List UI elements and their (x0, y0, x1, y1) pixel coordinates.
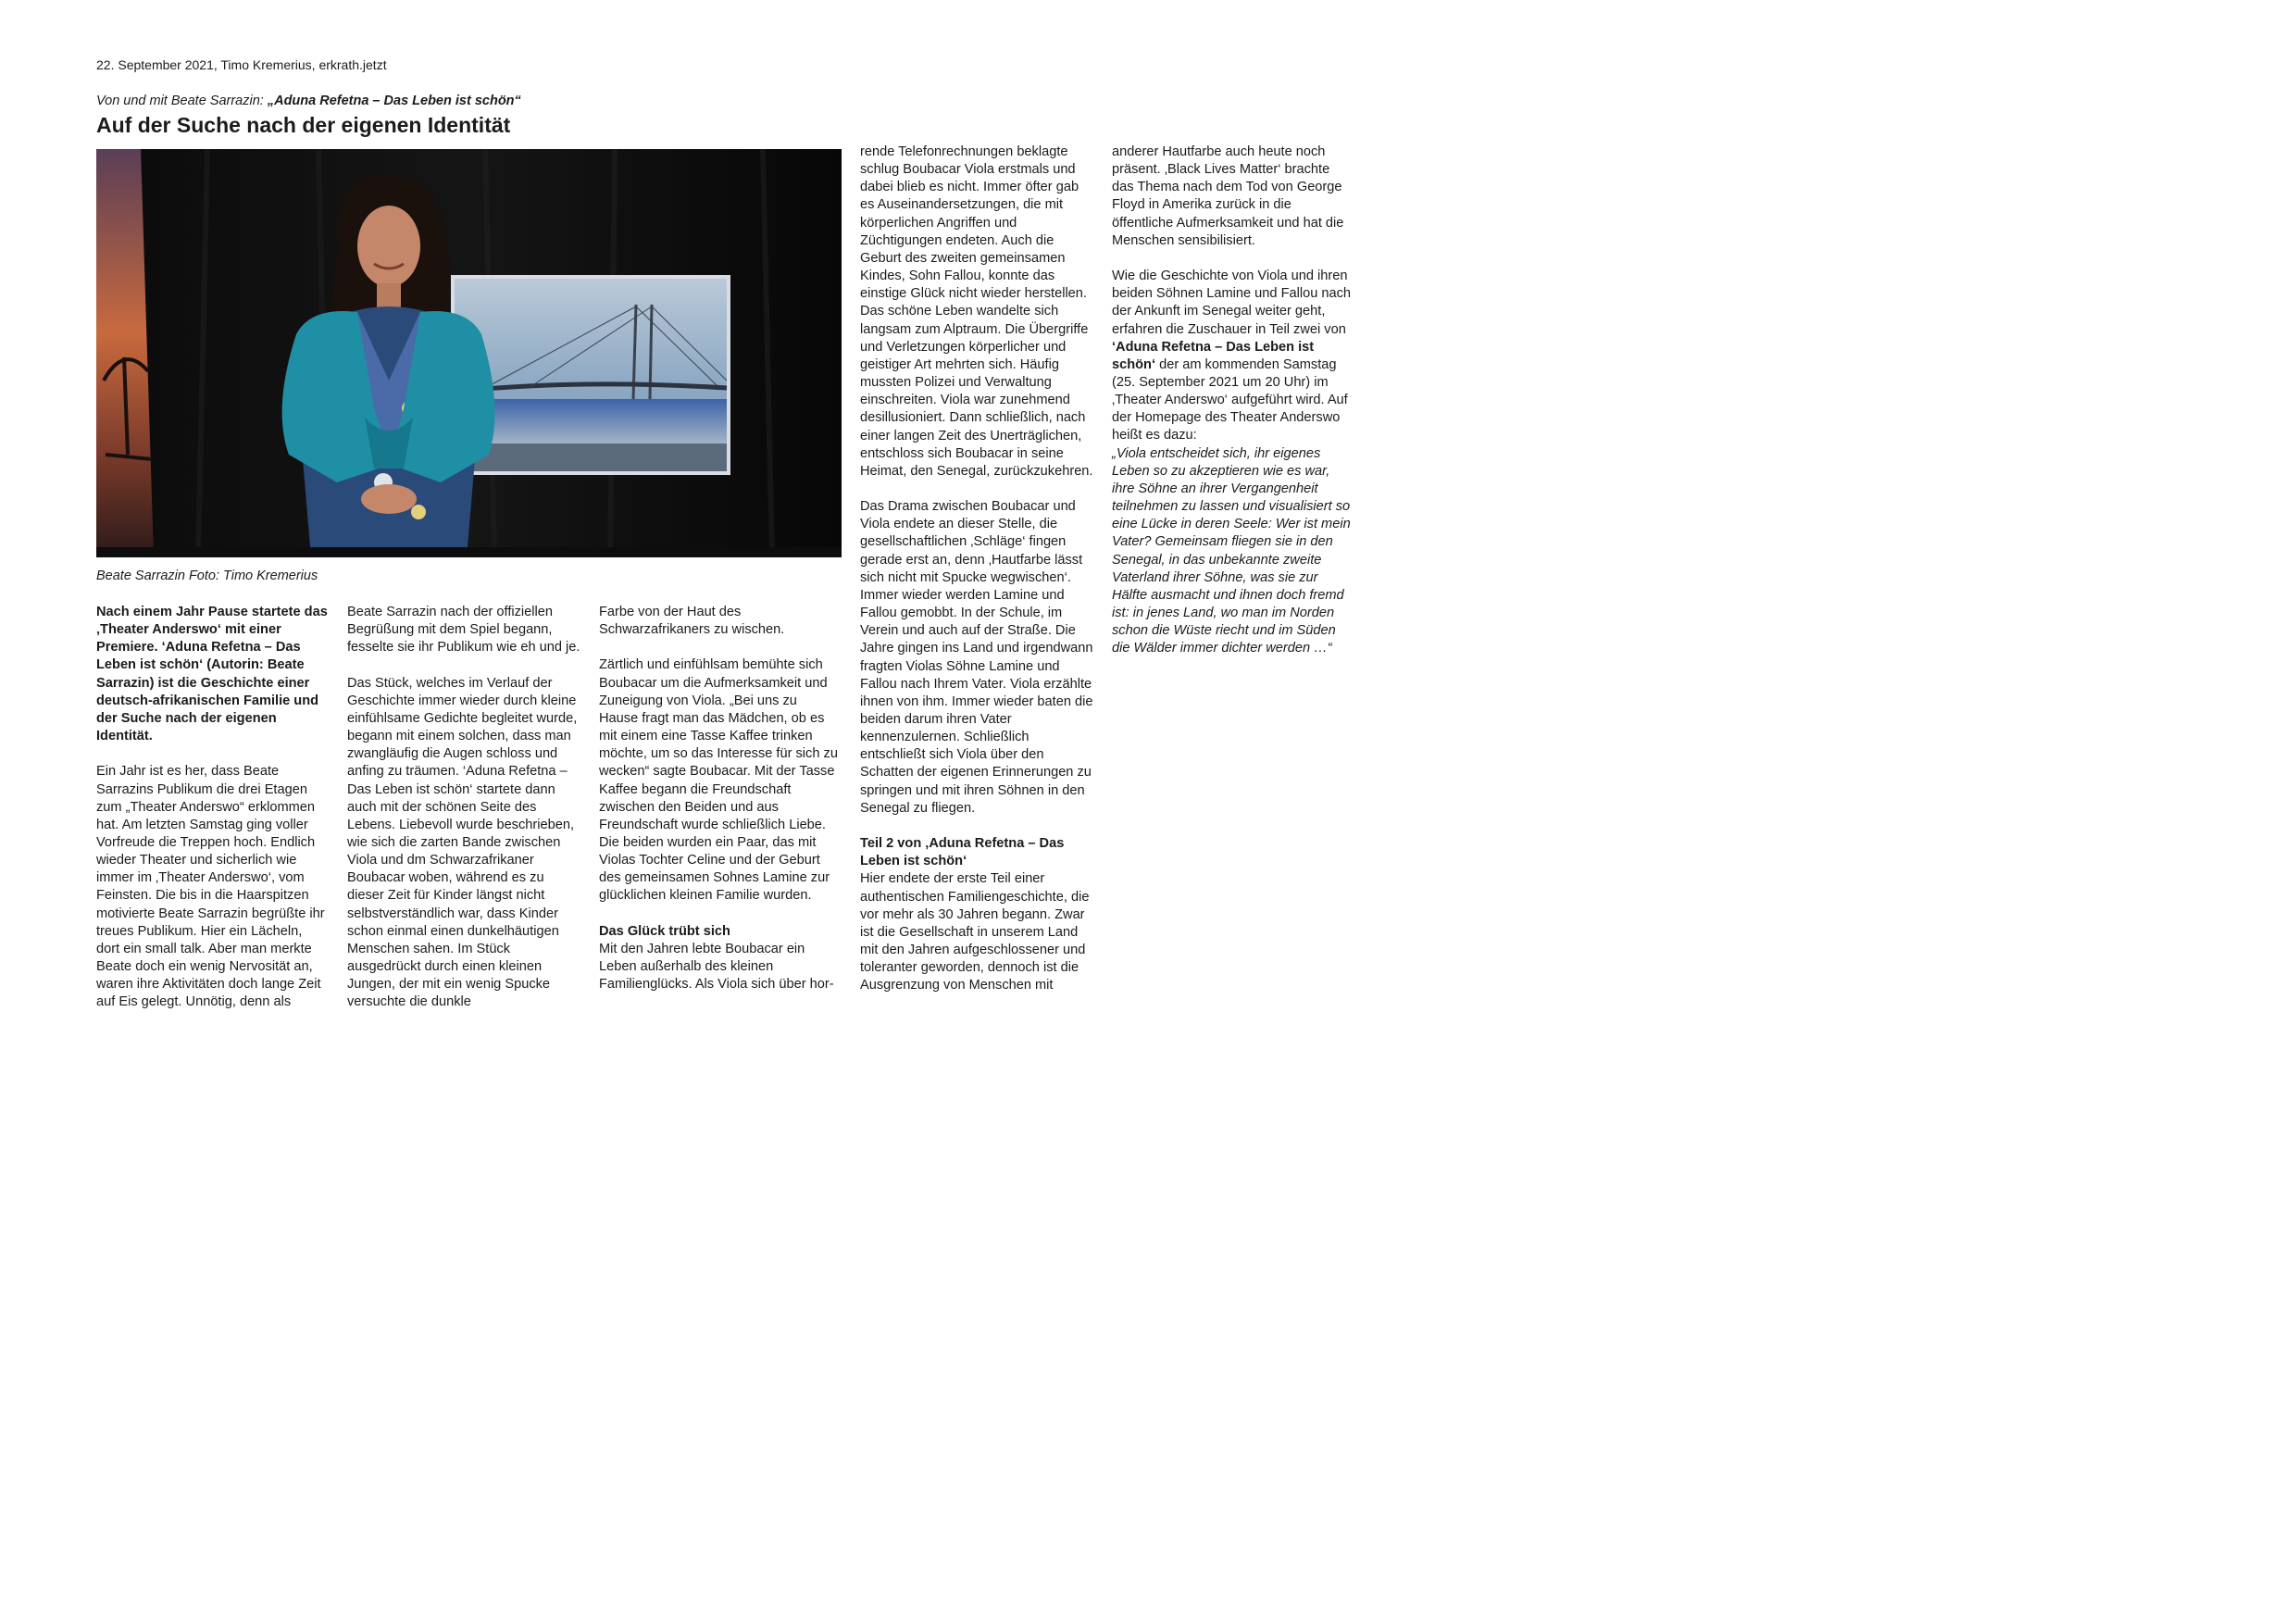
stage-floor (96, 547, 842, 557)
subheading: Das Glück trübt sich (599, 923, 730, 939)
photo-illustration (96, 149, 842, 557)
dateline: 22. September 2021, Timo Kremerius, erkrath.jetzt (96, 57, 387, 72)
body-paragraph: Das Drama zwischen Boubacar und Viola endete an dieser Stelle, die gesellschaftlichen ‚Schläge‘ fingen gerade erst an, denn ‚Hautfarbe lässt sich nicht mit Spucke wegwischen‘. Immer wieder werden Lamine und Fallou gemobbt. In der Schule, im Verein und auch auf der Straße. Die Jahre gingen ins Land und irgendwann fragten Violas Söhne Lamine und Fallou nach Ihrem Vater. Viola erzählte ihnen von ihm. Immer wieder baten die beiden darum ihren Vater kennenzulernen. Schließlich entschließt sich Viola über den Schatten der eigenen Erinnerungen zu springen und mit ihren Söhnen in den Senegal zu fliegen. (860, 499, 1093, 816)
article-photo (96, 149, 842, 557)
body-paragraph (1112, 268, 1353, 445)
kicker-lead: Von und mit Beate Sarrazin: (96, 94, 268, 108)
paragraph-spacer (860, 481, 1096, 498)
headline: Auf der Suche nach der eigenen Identität (96, 113, 511, 137)
paragraph-spacer (96, 745, 328, 763)
homepage-quote: „Viola entscheidet sich, ihr eigenes Leben so zu akzeptieren wie es war, ihre Söhne an ihrer Vergangenheit teilnehmen zu lassen und visualisiert so eine Lücke in deren Seele: Wer ist mein Vater? Gemeinsam fliegen sie in den Senegal, in das unbekannte zweite Vaterland ihrer Söhne, was sie zur Hälfte ausmacht und ihnen doch fremd ist: in jenes Land, wo man im Norden schon die Wüste riecht und im Süden die Wälder immer dichter werden …“ (1112, 445, 1351, 656)
body-paragraph: Das Stück, welches im Verlauf der Geschichte immer wieder durch kleine einfühlsame Gedichte begleitet wurde, begann mit einem solchen, dass man zwangläufig die Augen schloss und anfing zu träumen. ‘Aduna Refetna – Das Leben ist schön‘ startete dann auch mit der schönen Seite des Lebens. Liebevoll wurde beschrieben, wie sich die zarten Bande zwischen Viola und dm Schwarzafrikaner Boubacar woben, während es zu dieser Zeit für Kinder längst nicht selbstverständlich war, dass Kinder schon einmal einen dunkelhäutigen Menschen sahen. Im Stück ausgedrückt durch einen kleinen Jungen, der mit ein wenig Spucke versuchte die dunkle (347, 675, 578, 1010)
article-column-3 (599, 604, 840, 993)
body-paragraph: Farbe von der Haut des Schwarzafrikaners zu wischen. (599, 605, 785, 638)
body-paragraph: Hier endete der erste Teil einer authentischen Familiengeschichte, die vor mehr als 30 Jahren begann. Zwar ist die Gesellschaft in unserem Land mit den Jahren aufgeschlossener und toleranter geworden, dennoch ist die Ausgrenzung von Menschen mit (860, 871, 1090, 993)
kicker-title: „Aduna Refetna – Das Leben ist schön“ (267, 94, 521, 108)
body-paragraph: Zärtlich und einfühlsam bemühte sich Boubacar um die Aufmerksamkeit und Zuneigung von Viola. „Bei uns zu Hause fragt man das Mädchen, ob es mit einem eine Tasse Kaffee trinken möchte, um so das Interesse für sich zu wecken“ sagte Boubacar. Mit der Tasse Kaffee begann die Freundschaft zwischen den Beiden und aus Freundschaft wurde schließlich Liebe. Die beiden wurden ein Paar, das mit Violas Tochter Celine und der Geburt des gemeinsamen Sohnes Lamine zur glücklichen kleinen Familie wurden. (599, 657, 838, 904)
article-column-5 (1112, 144, 1353, 658)
body-paragraph: Beate Sarrazin nach der offiziellen Begrüßung mit dem Spiel begann, fesselte sie ihr Publikum wie eh und je. (347, 605, 580, 656)
bridge-painting (451, 275, 730, 475)
body-paragraph: anderer Hautfarbe auch heute noch präsent. ‚Black Lives Matter‘ brachte das Thema nach dem Tod von George Floyd in Amerika zurück in die öffentliche Aufmerksamkeit und hat die Menschen sensibilisiert. (1112, 144, 1344, 248)
body-paragraph: rende Telefonrechnungen beklagte schlug Boubacar Viola erstmals und dabei blieb es nicht. Immer öfter gab es Auseinandersetzungen, die mit körperlichen Angriffen und Züchtigungen endeten. Auch die Geburt des zweiten gemeinsamen Kindes, Sohn Fallou, konnte das einstige Glück nicht wieder herstellen. Das schöne Leben wandelte sich langsam zum Alptraum. Die Übergriffe und Verletzungen körperlicher und geistiger Art mehrten sich. Häufig mussten Polizei und Verwaltung einschreiten. Viola war zunehmend desillusioniert. Dann schließlich, nach einer langen Zeit des Unerträglichen, entschloss sich Boubacar in seine Heimat, den Senegal, zurückzukehren. (860, 144, 1093, 479)
body-text: Wie die Geschichte von Viola und ihren beiden Söhnen Lamine und Fallou nach der Ankunft im Senegal weiter geht, erfahren die Zuschauer in Teil zwei von (1112, 269, 1352, 337)
lead-paragraph: Nach einem Jahr Pause startete das ‚Theater Anderswo‘ mit einer Premiere. ‘Aduna Refetna – Das Leben ist schön‘ (Autorin: Beate Sarrazin) ist die Geschichte einer deutsch-afrikanischen Familie und der Suche nach der eigenen Identität. (96, 605, 328, 744)
article-column-1 (96, 604, 328, 1012)
photo-caption: Beate Sarrazin Foto: Timo Kremerius (96, 568, 318, 583)
paragraph-spacer (860, 818, 1096, 835)
article-column-2 (347, 604, 583, 1012)
kicker (96, 93, 521, 109)
body-text: der am kommenden Samstag (25. September 2021 um 20 Uhr) im ‚Theater Anderswo‘ aufgeführt wird. Auf der Homepage des Theater Anderswo heißt es dazu: (1112, 356, 1348, 443)
body-paragraph: Ein Jahr ist es her, dass Beate Sarrazins Publikum die drei Etagen zum „Theater Anderswo“ erklommen hat. Am letzten Samstag ging voller Vorfreude die Treppen hoch. Endlich wieder Theater und sicherlich wie immer im ‚Theater Anderswo‘, vom Feinsten. Die bis in die Haarspitzen motivierte Beate Sarrazin begrüßte ihr treues Publikum. Hier ein Lächeln, dort ein small talk. Aber man merkte Beate doch ein wenig Nervosität an, waren ihre Aktivitäten doch lange Zeit auf Eis gelegt. Unnötig, denn als (96, 764, 325, 1010)
body-paragraph: Mit den Jahren lebte Boubacar ein Leben außerhalb des kleinen Familienglücks. Als Viola sich über hor- (599, 941, 834, 993)
article-column-4 (860, 144, 1096, 994)
paragraph-spacer (347, 656, 583, 674)
paragraph-spacer (599, 639, 840, 656)
play-title: ‘Aduna Refetna – Das Leben ist schön‘ (1112, 339, 1315, 372)
paragraph-spacer (599, 906, 840, 923)
subheading: Teil 2 von ‚Aduna Refetna – Das Leben ist schön‘ (860, 836, 1065, 869)
paragraph-spacer (1112, 250, 1353, 268)
